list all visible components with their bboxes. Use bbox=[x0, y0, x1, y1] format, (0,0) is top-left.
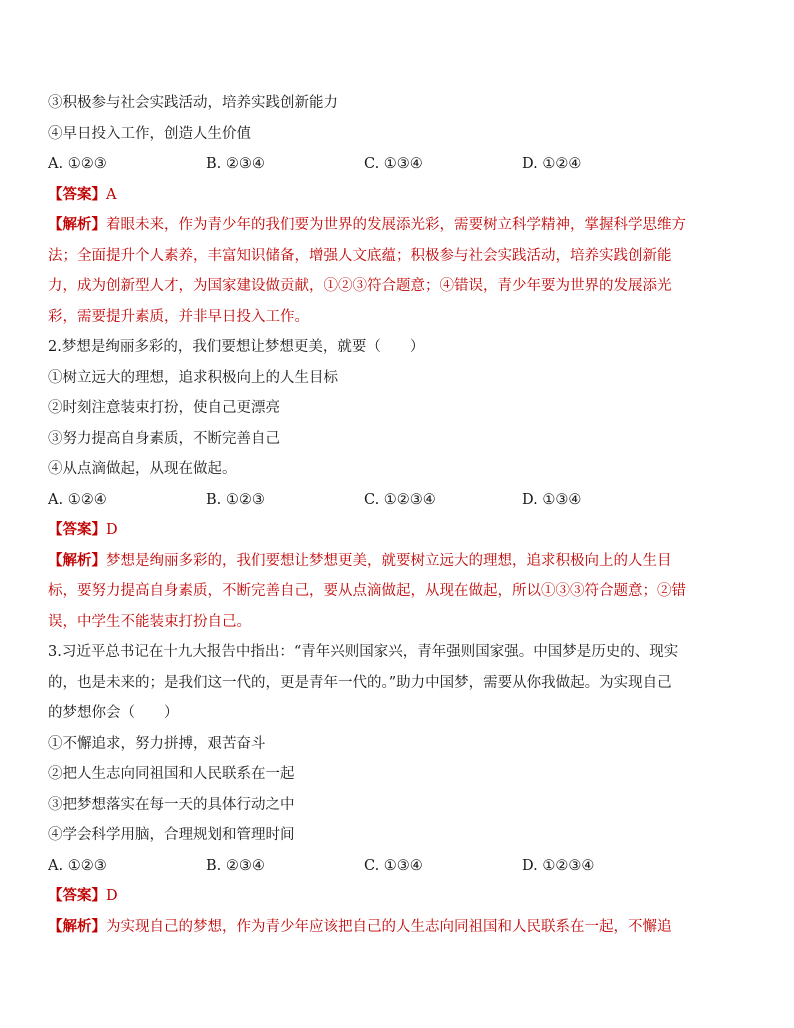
q2-choices bbox=[48, 485, 748, 516]
analysis-text: 着眼未来，作为青少年的我们要为世界的发展添光彩，需要树立科学精神，掌握科学思维方 bbox=[106, 217, 686, 233]
q2-option-3: ③努力提高自身素质，不断完善自己 bbox=[48, 430, 280, 447]
q2-option-1: ①树立远大的理想，追求积极向上的人生目标 bbox=[48, 369, 338, 386]
analysis-text: 梦想是绚丽多彩的，我们要想让梦想更美，就要树立远大的理想，追求积极向上的人生目 bbox=[106, 552, 672, 569]
q1-choice-c: C. ①③④ bbox=[364, 156, 423, 172]
answer-value: D bbox=[106, 522, 118, 538]
answer-tag: 【答案】 bbox=[48, 888, 106, 904]
q2-analysis bbox=[48, 546, 748, 638]
q3-option-3: ③把梦想落实在每一天的具体行动之中 bbox=[48, 796, 295, 813]
q1-choices bbox=[48, 149, 748, 180]
q1-analysis bbox=[48, 210, 748, 332]
question-2 bbox=[48, 332, 748, 637]
analysis-text: 为实现自己的梦想，作为青少年应该把自己的人生志向同祖国和人民联系在一起，不懈追 bbox=[106, 918, 672, 935]
q3-answer bbox=[48, 881, 748, 912]
q3-option-4: ④学会科学用脑，合理规划和管理时间 bbox=[48, 827, 295, 843]
answer-value: D bbox=[106, 888, 118, 904]
analysis-line: 彩，需要提升素质，并非早日投入工作。 bbox=[48, 308, 309, 325]
q1-choice-d: D. ①②④ bbox=[522, 156, 582, 172]
q2-option-4: ④从点滴做起，从现在做起。 bbox=[48, 461, 237, 477]
q2-answer bbox=[48, 515, 748, 546]
q1-answer bbox=[48, 180, 748, 211]
q1-option-4: ④早日投入工作，创造人生价值 bbox=[48, 125, 251, 142]
answer-tag: 【答案】 bbox=[48, 522, 106, 538]
analysis-line: 法；全面提升个人素养，丰富知识储备，增强人文底蕴；积极参与社会实践活动，培养实践创新能 bbox=[48, 247, 672, 264]
q1-option-3: ③积极参与社会实践活动，培养实践创新能力 bbox=[48, 95, 338, 111]
analysis-line bbox=[48, 546, 748, 577]
analysis-line: 误，中学生不能装束打扮自己。 bbox=[48, 613, 251, 630]
q3-stem-line: 的梦想你会（ ） bbox=[48, 705, 179, 721]
q3-option-2: ②把人生志向同祖国和人民联系在一起 bbox=[48, 766, 295, 782]
q3-choice-d: D. ①②③④ bbox=[522, 857, 595, 874]
analysis-line: 力，成为创新型人才，为国家建设做贡献，①②③符合题意；④错误，青少年要为世界的发展添光 bbox=[48, 278, 672, 294]
q2-choice-d: D. ①③④ bbox=[522, 491, 582, 508]
q3-option-1: ①不懈追求，努力拼搏，艰苦奋斗 bbox=[48, 735, 266, 752]
q3-analysis bbox=[48, 912, 748, 943]
q2-choice-b: B. ①②③ bbox=[206, 491, 265, 508]
question-1 bbox=[48, 88, 748, 332]
q2-stem: 2.梦想是绚丽多彩的，我们要想让梦想更美，就要（ ） bbox=[48, 339, 425, 355]
q3-stem-line: 的，也是未来的；是我们这一代的，更是青年一代的。”助力中国梦，需要从你我做起。为实现自己 bbox=[48, 674, 672, 691]
q3-choice-c: C. ①③④ bbox=[364, 857, 423, 874]
analysis-line: 标，要努力提高自身素质，不断完善自己，要从点滴做起，从现在做起，所以①③③符合题意；②错 bbox=[48, 583, 686, 599]
q3-choice-b: B. ②③④ bbox=[206, 857, 265, 874]
analysis-line bbox=[48, 912, 748, 943]
q3-stem-line: 3.习近平总书记在十九大报告中指出：“青年兴则国家兴，青年强则国家强。中国梦是历史的、现实 bbox=[48, 644, 679, 660]
q1-choice-b: B. ②③④ bbox=[206, 156, 265, 172]
analysis-tag: 【解析】 bbox=[48, 552, 106, 569]
q1-choice-a: A. ①②③ bbox=[48, 156, 107, 172]
q3-choice-a: A. ①②③ bbox=[48, 857, 107, 874]
answer-tag: 【答案】 bbox=[48, 186, 106, 203]
q3-choices bbox=[48, 851, 748, 882]
q2-option-2: ②时刻注意装束打扮，使自己更漂亮 bbox=[48, 400, 280, 416]
q2-choice-a: A. ①②④ bbox=[48, 491, 107, 508]
q2-choice-c: C. ①②③④ bbox=[364, 491, 436, 508]
analysis-tag: 【解析】 bbox=[48, 918, 106, 935]
analysis-line bbox=[48, 210, 748, 241]
analysis-tag: 【解析】 bbox=[48, 217, 106, 233]
answer-value: A bbox=[106, 186, 117, 203]
question-3 bbox=[48, 637, 748, 942]
document-page bbox=[48, 88, 748, 942]
